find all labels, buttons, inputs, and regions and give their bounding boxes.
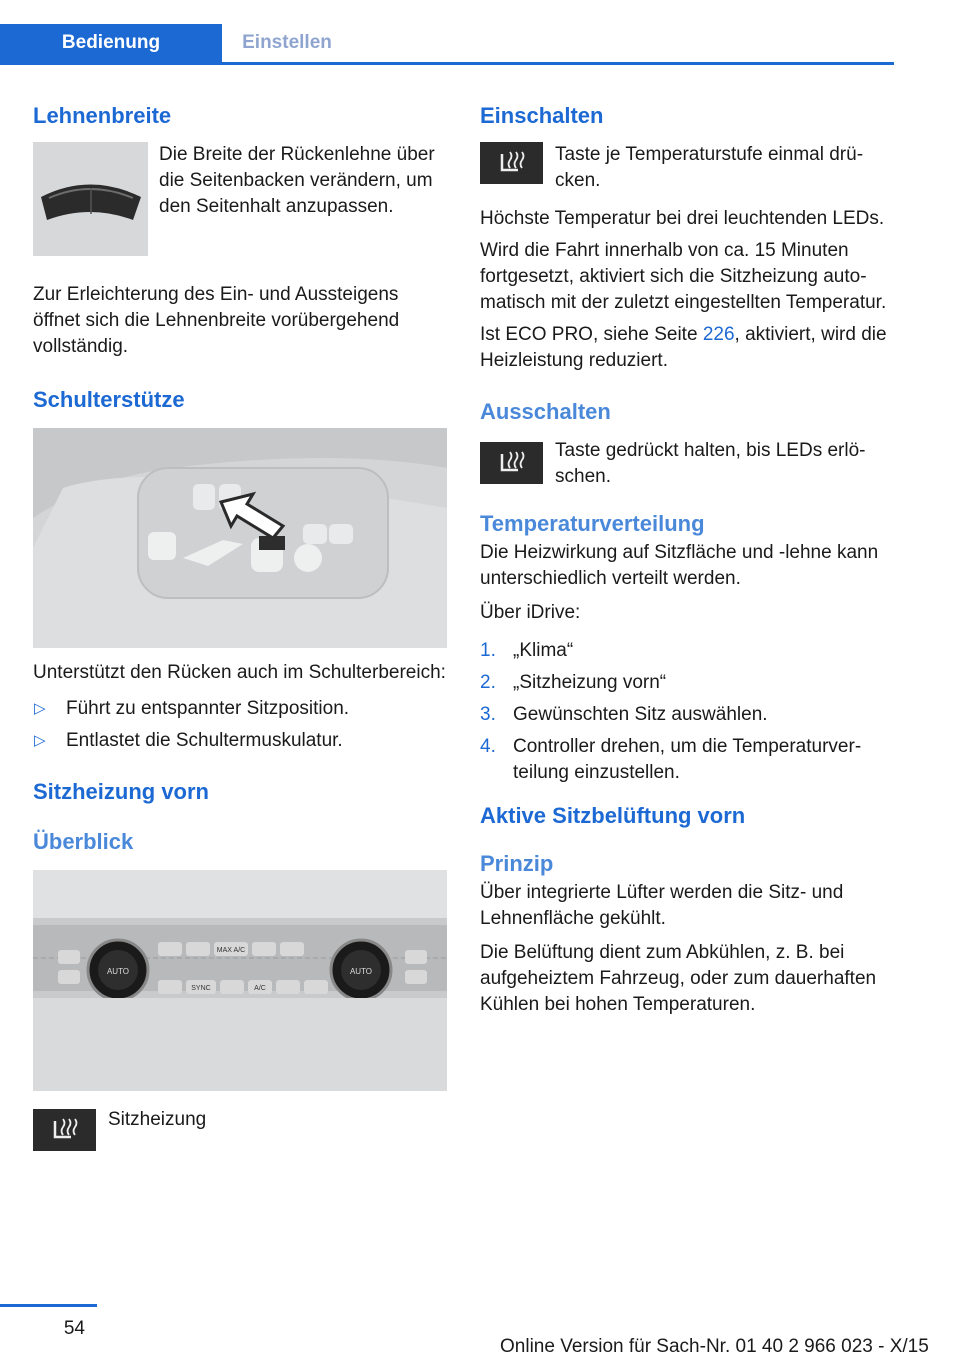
header-tabs [0, 24, 894, 65]
heading-schulterstuetze: Schulterstütze [33, 387, 185, 412]
temperaturverteilung-via: Über iDrive: [480, 602, 581, 623]
einschalten-icon-row [480, 142, 896, 200]
seat-heating-icon [480, 142, 543, 184]
list-item: ▷ Entlastet die Schultermuskulatur. [33, 728, 449, 754]
lehnenbreite-body: Zur Erleichterung des Ein- und Aussteigens öffnet sich die Lehnenbreite vorübergehend vollständig. [33, 284, 400, 357]
footer-version: Online Version für Sach-Nr. 01 40 2 966 023 - X/15 [500, 1336, 929, 1357]
seat-width-switch-icon [33, 142, 148, 256]
heading-lehnenbreite: Lehnenbreite [33, 103, 172, 128]
temperaturverteilung-body: Die Heizwirkung auf Sitzfläche und -lehne kann unterschiedlich verteilt werden. [480, 542, 879, 589]
seat-heating-icon [33, 1109, 96, 1151]
auto-right-label: AUTO [349, 967, 373, 976]
sync-label: SYNC [191, 985, 211, 992]
footer-divider [0, 1304, 97, 1307]
lehnenbreite-description: Die Breite der Rückenlehne über die Seitenbacken verändern, um den Seitenhalt anzupassen. [159, 144, 435, 217]
ausschalten-icon-text: Taste gedrückt halten, bis LEDs erlöschen. [555, 440, 866, 487]
list-item: 1. „Klima“ [480, 640, 574, 661]
seat-heating-glyph [33, 1109, 96, 1151]
triangle-bullet-icon: ▷ [34, 700, 46, 717]
sitzbelueftung-p1: Über integrierte Lüfter werden die Sitz- und Lehnenfläche gekühlt. [480, 882, 844, 929]
seat-heating-glyph [480, 442, 543, 484]
subheading-ueberblick: Überblick [33, 829, 134, 854]
right-column [480, 100, 896, 1018]
lehnenbreite-icon-row [33, 142, 449, 262]
list-item: 3. Gewünschten Sitz auswählen. [480, 704, 768, 725]
page-link-226[interactable]: 226 [702, 324, 735, 345]
seat-heating-glyph [480, 142, 543, 184]
einschalten-p2: Wird die Fahrt innerhalb von ca. 15 Minuten fortgesetzt, aktiviert sich die Sitzheizung automatisch mit der zuletzt eingestellten Temperatur. [480, 240, 887, 313]
climate-control-panel [33, 870, 447, 1091]
einschalten-p1: Höchste Temperatur bei drei leuchtenden LEDs. [480, 208, 885, 229]
heading-ausschalten: Ausschalten [480, 399, 611, 424]
heading-temperaturverteilung: Temperaturverteilung [480, 511, 705, 536]
schulterstuetze-body: Unterstützt den Rücken auch im Schulterbereich: [33, 662, 446, 683]
heading-sitzheizung: Sitzheizung vorn [33, 779, 209, 804]
temperaturverteilung-steps [480, 638, 896, 786]
ausschalten-icon-row [480, 438, 896, 496]
subheading-prinzip: Prinzip [480, 851, 554, 876]
einschalten-p3: Ist ECO PRO, siehe Seite 226, aktiviert, wird die Heizleistung reduziert. [480, 324, 887, 371]
seat-switch-illustration [33, 428, 447, 648]
seat-controls-image [33, 428, 447, 648]
heading-einschalten: Einschalten [480, 103, 604, 128]
list-item: 4. Controller drehen, um die Temperaturverteilung einzustellen. [480, 736, 862, 783]
auto-left-label: AUTO [106, 967, 130, 976]
sitzheizung-icon-label: Sitzheizung [108, 1109, 207, 1130]
sitzbelueftung-p2: Die Belüftung dient zum Abkühlen, z. B. bei aufgeheiztem Fahrzeug, oder zum dauerhaften Kühlen bei hohen Temperaturen. [480, 942, 877, 1015]
tab-einstellen[interactable]: Einstellen [242, 32, 332, 53]
left-column [33, 100, 449, 1153]
seat-heating-icon [480, 442, 543, 484]
list-item: ▷ Führt zu entspannter Sitzposition. [33, 696, 449, 722]
climate-panel-image [33, 870, 447, 1091]
ac-label: A/C [254, 985, 266, 992]
triangle-bullet-icon: ▷ [34, 732, 46, 749]
lehnenbreite-switch-image [33, 142, 148, 256]
list-item: 2. „Sitzheizung vorn“ [480, 672, 667, 693]
einschalten-icon-text: Taste je Temperaturstufe einmal drücken. [555, 144, 864, 191]
tab-bedienung[interactable]: Bedienung [0, 24, 222, 62]
page-number: 54 [63, 1318, 85, 1339]
max-ac-label: MAX A/C [216, 947, 246, 954]
sitzheizung-icon-row [33, 1107, 449, 1153]
heading-sitzbelueftung: Aktive Sitzbelüftung vorn [480, 803, 746, 828]
schulterstuetze-list [33, 696, 449, 754]
